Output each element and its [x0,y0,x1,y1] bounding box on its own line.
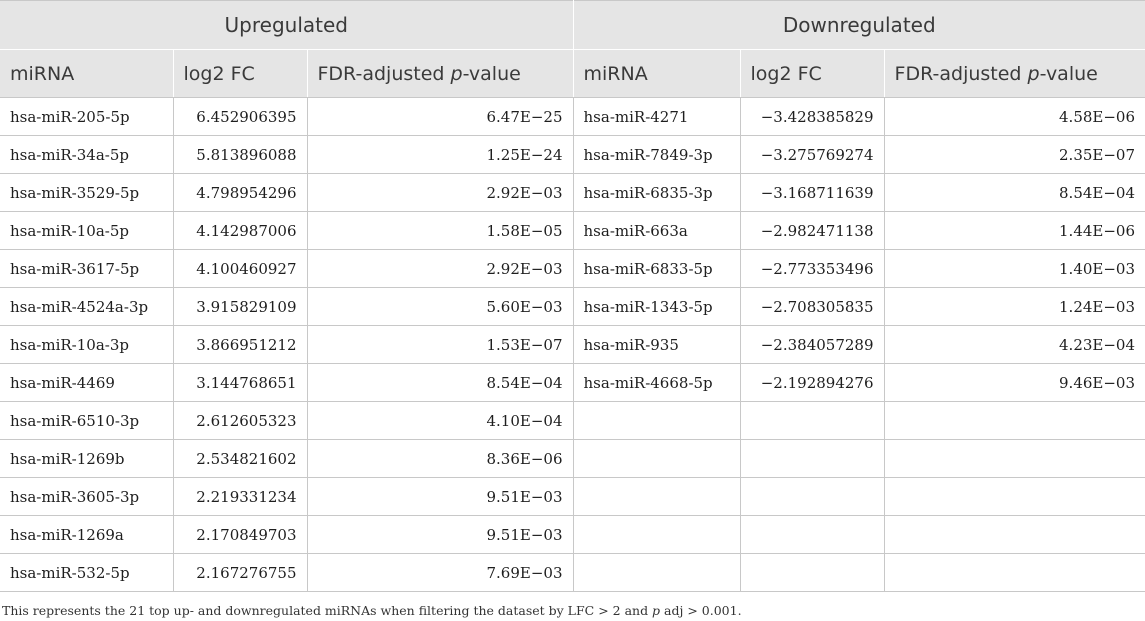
fdr-suffix: -value [462,62,521,85]
fdr-prefix: FDR-adjusted [317,62,451,85]
down-mirna-cell: hsa-miR-6835-3p [573,174,740,212]
down-log2fc-cell [740,440,884,478]
down-log2fc-column-header: log2 FC [740,50,884,98]
up-fdr-cell: 5.60E−03 [307,288,573,326]
down-mirna-cell: hsa-miR-935 [573,326,740,364]
footnote-text-2: adj > 0.001. [660,603,742,618]
down-log2fc-cell: −2.773353496 [740,250,884,288]
up-mirna-cell: hsa-miR-3605-3p [0,478,173,516]
up-fdr-cell: 6.47E−25 [307,98,573,136]
up-log2fc-column-header: log2 FC [173,50,307,98]
table-row [0,212,1145,250]
up-mirna-cell: hsa-miR-6510-3p [0,402,173,440]
table-body [0,98,1145,592]
up-fdr-cell: 9.51E−03 [307,478,573,516]
down-fdr-cell: 4.58E−06 [884,98,1145,136]
down-log2fc-cell [740,478,884,516]
up-fdr-cell: 1.25E−24 [307,136,573,174]
down-mirna-cell: hsa-miR-6833-5p [573,250,740,288]
up-mirna-cell: hsa-miR-532-5p [0,554,173,592]
up-mirna-cell: hsa-miR-3617-5p [0,250,173,288]
down-mirna-column-header: miRNA [573,50,740,98]
table-row [0,440,1145,478]
down-mirna-cell [573,554,740,592]
fdr-suffix: -value [1039,62,1098,85]
up-mirna-cell: hsa-miR-10a-5p [0,212,173,250]
up-mirna-cell: hsa-miR-10a-3p [0,326,173,364]
down-log2fc-cell [740,516,884,554]
table-row [0,174,1145,212]
up-fdr-cell: 8.54E−04 [307,364,573,402]
down-mirna-cell [573,478,740,516]
table-row [0,478,1145,516]
down-mirna-cell: hsa-miR-4271 [573,98,740,136]
up-log2fc-cell: 5.813896088 [173,136,307,174]
up-fdr-cell: 2.92E−03 [307,250,573,288]
footnote-text-1: This represents the 21 top up- and downregulated miRNAs when filtering the dataset by LFC > 2 and [2,603,653,618]
down-log2fc-cell: −3.275769274 [740,136,884,174]
down-mirna-cell [573,440,740,478]
table-row [0,402,1145,440]
table-row [0,554,1145,592]
down-fdr-cell: 8.54E−04 [884,174,1145,212]
up-fdr-column-header [307,50,573,98]
up-log2fc-cell: 4.100460927 [173,250,307,288]
down-log2fc-cell: −2.192894276 [740,364,884,402]
group-header-row [0,1,1145,50]
fdr-p-italic: p [1027,62,1040,85]
down-mirna-cell: hsa-miR-4668-5p [573,364,740,402]
down-fdr-cell [884,478,1145,516]
fdr-p-italic: p [450,62,463,85]
up-fdr-cell: 2.92E−03 [307,174,573,212]
up-fdr-cell: 4.10E−04 [307,402,573,440]
up-mirna-cell: hsa-miR-3529-5p [0,174,173,212]
up-log2fc-cell: 3.915829109 [173,288,307,326]
up-fdr-cell: 8.36E−06 [307,440,573,478]
up-log2fc-cell: 2.170849703 [173,516,307,554]
down-mirna-cell [573,516,740,554]
column-header-row [0,50,1145,98]
down-log2fc-cell: −3.168711639 [740,174,884,212]
up-log2fc-cell: 3.866951212 [173,326,307,364]
up-mirna-cell: hsa-miR-1269b [0,440,173,478]
table-row [0,364,1145,402]
down-fdr-cell: 9.46E−03 [884,364,1145,402]
up-fdr-cell: 7.69E−03 [307,554,573,592]
fdr-prefix: FDR-adjusted [894,62,1028,85]
up-log2fc-cell: 2.167276755 [173,554,307,592]
down-log2fc-cell: −3.428385829 [740,98,884,136]
up-mirna-cell: hsa-miR-4524a-3p [0,288,173,326]
table-header [0,1,1145,98]
up-mirna-cell: hsa-miR-1269a [0,516,173,554]
footnote-p-italic: p [652,603,661,618]
up-log2fc-cell: 4.142987006 [173,212,307,250]
table-row [0,98,1145,136]
down-mirna-cell [573,402,740,440]
up-mirna-cell: hsa-miR-4469 [0,364,173,402]
table-footnote [2,603,742,618]
table-row [0,250,1145,288]
up-log2fc-cell: 2.534821602 [173,440,307,478]
down-log2fc-cell: −2.708305835 [740,288,884,326]
up-log2fc-cell: 6.452906395 [173,98,307,136]
down-mirna-cell: hsa-miR-7849-3p [573,136,740,174]
down-mirna-cell: hsa-miR-1343-5p [573,288,740,326]
up-mirna-column-header: miRNA [0,50,173,98]
table-row [0,288,1145,326]
down-log2fc-cell [740,554,884,592]
down-fdr-column-header [884,50,1145,98]
table-row [0,326,1145,364]
down-log2fc-cell [740,402,884,440]
up-mirna-cell: hsa-miR-205-5p [0,98,173,136]
up-log2fc-cell: 2.612605323 [173,402,307,440]
down-fdr-cell [884,516,1145,554]
up-fdr-cell: 1.58E−05 [307,212,573,250]
upregulated-header: Upregulated [0,1,573,50]
table-row [0,516,1145,554]
up-log2fc-cell: 2.219331234 [173,478,307,516]
down-fdr-cell [884,402,1145,440]
down-log2fc-cell: −2.384057289 [740,326,884,364]
down-fdr-cell: 1.40E−03 [884,250,1145,288]
down-fdr-cell [884,440,1145,478]
up-fdr-cell: 1.53E−07 [307,326,573,364]
up-fdr-cell: 9.51E−03 [307,516,573,554]
down-fdr-cell: 1.44E−06 [884,212,1145,250]
down-mirna-cell: hsa-miR-663a [573,212,740,250]
down-log2fc-cell: −2.982471138 [740,212,884,250]
up-log2fc-cell: 3.144768651 [173,364,307,402]
table-row [0,136,1145,174]
down-fdr-cell: 4.23E−04 [884,326,1145,364]
down-fdr-cell [884,554,1145,592]
up-log2fc-cell: 4.798954296 [173,174,307,212]
downregulated-header: Downregulated [573,1,1145,50]
down-fdr-cell: 1.24E−03 [884,288,1145,326]
down-fdr-cell: 2.35E−07 [884,136,1145,174]
up-mirna-cell: hsa-miR-34a-5p [0,136,173,174]
